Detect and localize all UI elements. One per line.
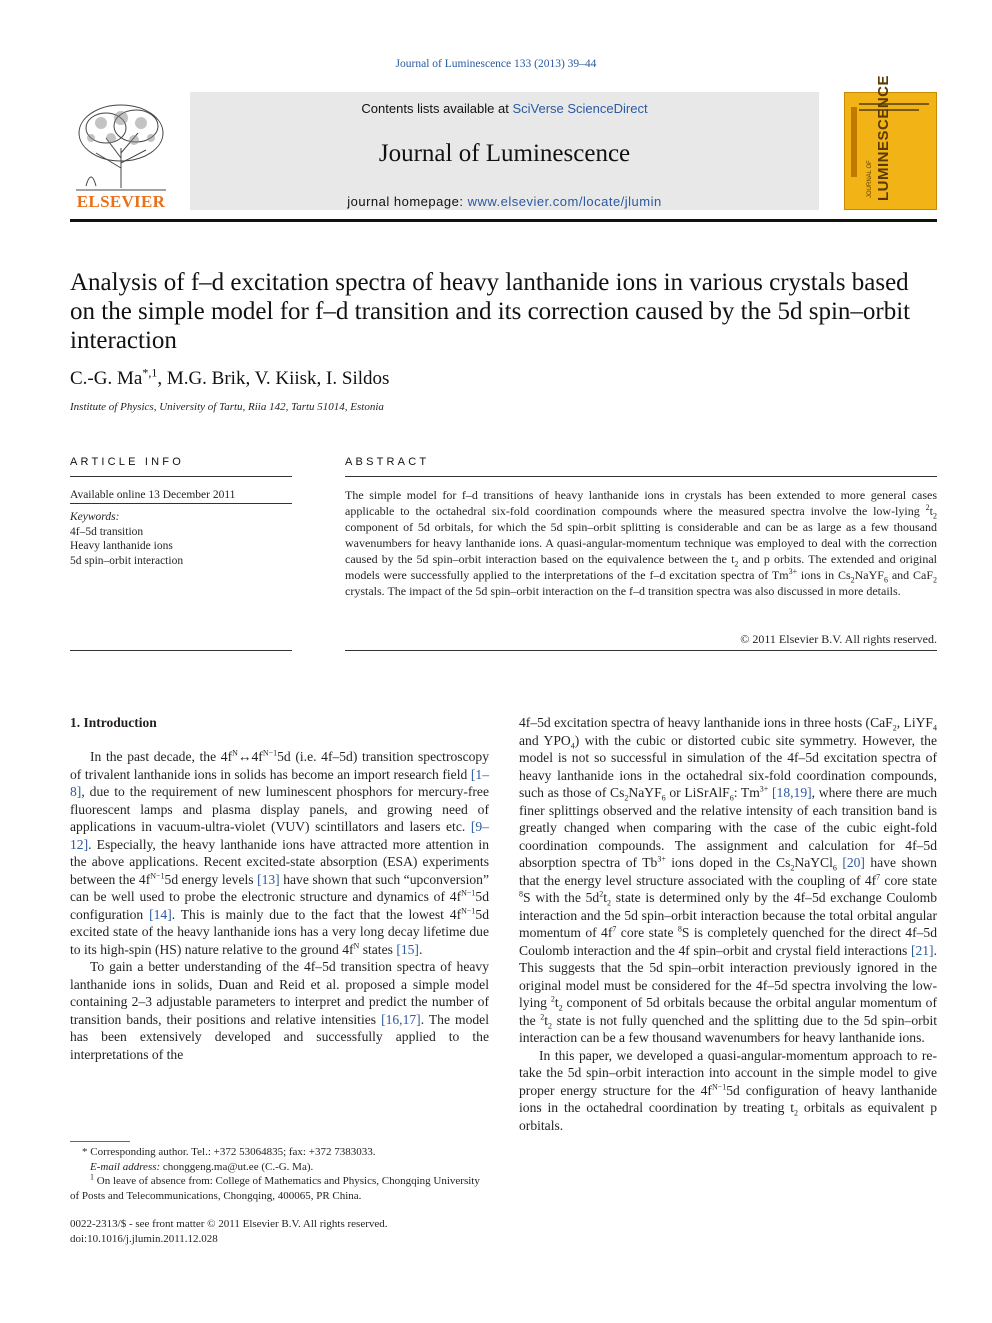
cover-title: LUMINESCENCE — [875, 74, 892, 201]
front-matter — [70, 1217, 388, 1246]
contents-prefix: Contents lists available at — [361, 101, 513, 116]
affiliation: Institute of Physics, University of Tartu, Riia 142, Tartu 51014, Estonia — [70, 401, 384, 413]
paragraph: To gain a better understanding of the 4f–5d transition spectra of heavy lanthanide ions in solids, Duan and Reid et al. proposed a simple model containing 2–3 adjustable parameters to interpret and predict the number of transition bands, their positions and relative intensities [16,17]. The model has been extensively developed and successfully applied to the interpretations of the — [70, 959, 489, 1062]
paragraph: In the past decade, the $4f^N\leftrightarrow 4f^{N-1}5d$ (i.e. 4f–5d) transition spectroscopy of trivalent lanthanide ions in solids has become an import research field [1–8], due to the requirement of new luminescent phosphors for mercury-free fluorescent lamps and plasma display panels, and growing need of applications in vacuum-ultra-violet (VUV) scintillators and lasers etc. [9–12]. Especially, the heavy lanthanide ions have attracted more attention in the above applications. Recent excited-state absorption (ESA) experiments between the $4f^{N-1}5d$ energy levels [13] have shown that such “upconversion” can be well used to probe the electronic structure and dynamics of $4f^{N-1}5d$ configuration [14]. This is mainly due to the fact that the lowest $4f^{N-1}5d$ excited state of the heavy lanthanide ions has a very long decay lifetime due to its high-spin (HS) nature relative to the ground $4f^N$ states [15]. — [70, 748, 489, 957]
abstract-copyright: © 2011 Elsevier B.V. All rights reserved. — [740, 632, 937, 646]
abstract-rule-top — [345, 476, 937, 477]
info-rule-bottom — [70, 650, 292, 651]
keyword-item: 4f–5d transition — [70, 525, 144, 538]
info-rule-top — [70, 476, 292, 477]
doi-line[interactable]: doi:10.1016/j.jlumin.2011.12.028 — [70, 1232, 218, 1245]
citation-link[interactable]: [13] — [257, 871, 280, 887]
citation-link[interactable]: [18,19] — [772, 785, 812, 800]
footnote-leave-text: On leave of absence from: College of Mathematics and Physics, Chongqing University of Posts and Telecommunications, Chongqing, 400065, PR China. — [70, 1175, 480, 1202]
running-head[interactable]: Journal of Luminescence 133 (2013) 39–44 — [395, 58, 597, 70]
citation-link[interactable]: [21] — [910, 942, 934, 958]
email-label: E-mail address: — [90, 1160, 161, 1173]
abstract-heading: ABSTRACT — [345, 456, 430, 468]
available-online: Available online 13 December 2011 — [70, 489, 236, 501]
homepage-link[interactable]: www.elsevier.com/locate/jlumin — [467, 194, 662, 209]
left-column-text — [70, 748, 489, 1063]
journal-cover-image[interactable] — [844, 74, 937, 210]
citation-link[interactable]: [15] — [396, 941, 419, 957]
keywords-block — [70, 510, 183, 568]
citation-link[interactable]: [20] — [842, 855, 865, 870]
right-column-text — [519, 714, 937, 1134]
article-title: Analysis of f–d excitation spectra of heavy lanthanide ions in various crystals based on the simple model for f–d transition and its correction caused by the 5d spin–orbit interaction — [70, 269, 911, 354]
abstract-text: The simple model for f–d transitions of heavy lanthanide ions in crystals has been extended to more general cases applicable to the octahedral six-fold coordination compounds where the measured spectra involve the low-lying $^2t_2$ component of 5d orbitals, for which the 5d spin–orbit splitting is considerable and can be as large as a few thousand wavenumbers for heavy lanthanide ions. A quasi-angular-momentum technique was employed to deal with the correction caused by the 5d spin–orbit interaction based on the equivalence between the $t_2$ and p orbits. The extended and original models were successfully applied to the interpretations of the f–d excitation spectra of $Tm^{3+}$ ions in $Cs_2NaYF_6$ and CaF$_2$ crystals. The impact of the 5d spin–orbit interaction on the f–d transition spectra was also discussed in more details. — [345, 488, 937, 598]
author-marks: *,1 — [142, 365, 158, 380]
paragraph: In this paper, we developed a quasi-angular-momentum approach to re-take the 5d spin–orbit interaction into account in the simple model to give proper energy structure for the $4f^{N-1}5d$ configuration of heavy lanthanide ions in the octahedral coordination by treating $t_2$ orbitals as equivalent p orbitals. — [519, 1047, 937, 1133]
header-rule — [70, 219, 937, 222]
keyword-item: 5d spin–orbit interaction — [70, 554, 184, 567]
keywords-label: Keywords: — [70, 511, 120, 523]
sciencedirect-link[interactable]: SciVerse ScienceDirect — [512, 101, 648, 116]
footnote-corresponding: * Corresponding author. Tel.: +372 53064835; fax: +372 7383033. — [82, 1146, 376, 1158]
footnote-email — [70, 1160, 489, 1175]
paragraph: 4f–5d excitation spectra of heavy lanthanide ions in three hosts (CaF$_2$, LiYF$_4$ and $YPO_4$) with the cubic or distorted cubic site symmetry. However, the model is not so successful in simulation of the 4f–5d excitation spectra of heavy lanthanide ions in the octahedral six-fold coordination compounds, such as those of $Cs_2NaYF_6$ or LiSrAlF$_6$: $Tm^{3+}$ [18,19], where there are much finer splittings observed and the relative intensity of each transition band is greatly changed when comparing with the case of the cubic eight-fold coordination compounds. The assignment and calculation for 4f–5d absorption spectra of $Tb^{3+}$ ions doped in the $Cs_2NaYCl_6$ [20] have shown that the energy level structure associated with the coupling of $4f^7$ core state $^8$S with the $5d^2t_2$ state is determined only by the 4f–5d exchange Coulomb interaction and the 5d spin–orbit interaction because the total orbital angular momentum of $4f^7$ core state $^8$S is completely quenched for the direct 4f–5d Coulomb interaction and the 4f spin–orbit and crystal field interactions [21]. This suggests that the 5d spin–orbit interaction previously ignored in the original model must be considered for the 4f–5d spectra involving the low-lying $^2t_2$ component of 5d orbitals because the orbital angular momentum of the $^2t_2$ state is not fully quenched and the splitting due to the 5d spin–orbit interaction can be a few thousand wavenumbers for heavy lanthanide ions. — [519, 715, 938, 1045]
issn-line: 0022-2313/$ - see front matter © 2011 Elsevier B.V. All rights reserved. — [70, 1218, 388, 1230]
article-info-heading: ARTICLE INFO — [70, 456, 184, 468]
cover-journal-text: JOURNAL OF — [867, 160, 873, 198]
abstract-rule-bottom — [345, 650, 937, 651]
author-list — [70, 365, 390, 390]
contents-line — [190, 101, 819, 116]
first-author[interactable]: C.-G. Ma — [70, 368, 143, 389]
journal-title: Journal of Luminescence — [378, 140, 631, 167]
cover-line — [859, 103, 929, 105]
footnote-rule — [70, 1141, 130, 1142]
citation-link[interactable]: [16,17] — [381, 1011, 421, 1027]
section-heading-introduction: 1. Introduction — [70, 715, 157, 730]
homepage-prefix: journal homepage: — [347, 194, 468, 209]
keyword-item: Heavy lanthanide ions — [70, 540, 173, 552]
citation-link[interactable]: [1–8] — [70, 766, 489, 799]
publisher-name: ELSEVIER — [76, 192, 166, 211]
email-address[interactable]: chonggeng.ma@ut.ee (C.-G. Ma). — [160, 1160, 314, 1173]
citation-link[interactable]: [14] — [149, 906, 172, 922]
citation-link[interactable]: [9–12] — [70, 819, 489, 852]
footnote-leave: $^1$ On leave of absence from: College of Mathematics and Physics, Chongqing University of Posts and Telecommunications, Chongqing, 400065, PR China. — [70, 1172, 480, 1202]
cover-band — [851, 107, 857, 177]
info-rule-mid — [70, 503, 292, 504]
co-authors: , M.G. Brik, V. Kiisk, I. Sildos — [157, 368, 390, 389]
homepage-line — [190, 194, 819, 209]
footnotes — [70, 1145, 489, 1203]
